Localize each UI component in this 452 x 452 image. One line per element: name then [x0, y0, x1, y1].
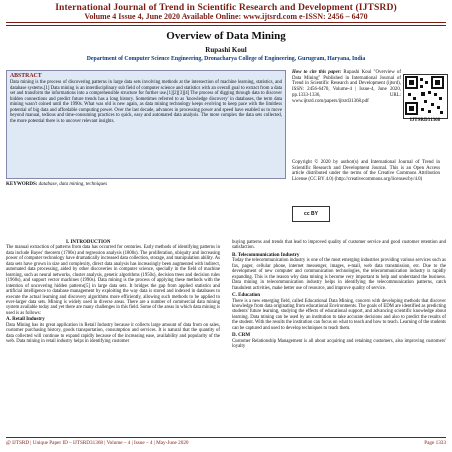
retail-text: Data Mining has its great application in Retail Industry because it collects large amount of data from on sales, customer purchasing history, goods transportation, consumption and services. It is natural that the quantity of data collected will continue to expand rapidly because of the increasing ease, availability and popularity of the web. Data mining in retail industry helps in identifying customer [6, 322, 220, 345]
retail-heading: A. Retail Industry [6, 317, 45, 323]
intro-text: The manual extraction of patterns from data has occurred for centuries. Early methods of identifying patterns in data include Bayes' theorem (1700s) and regression analysis (1800s). The proliferation, ubiquity and increasing power of computer technology have dramatically increased data collection, storage, and manipulation ability. As data sets have grown in size and complexity, direct data analysis has increasingly been augmented with indirect, automated data processing, aided by other discoveries in computer science, specially in the field of machine learning, such as neural networks, cluster analysis, genetic algorithms (1950s), decision trees and decision rules (1960s), and support vector machines (1990s). Data mining is the process of applying these methods with the intention of uncovering hidden patterns[5] in large data sets. It bridges the gap from applied statistics and artificial intelligence to database management by exploiting the way data is stored and indexed in databases to execute the actual learning and discovery algorithms more efficiently, allowing such methods to be applied to ever-larger data sets. Mining is widely used in diverse areas. There are a number of commercial data mining system available today and yet there are many challenges in this field. Some of the areas in which data mining is used is as follows: [6, 245, 220, 316]
footer-rule [6, 437, 446, 438]
how-to-cite [292, 70, 401, 104]
abstract-text: Data mining is the process of discovering patterns in large data sets involving methods at the intersection of machine learning, statistics, and database systems.[1] Data mining is an interdisciplinary sub field of computer science and statistics with an overall goal to extract from a data set and transform the informations into a comprehensible structure for further use.[1][2][3][4] The process of digging through data to discover hidden connections and predict future trends has a long history. Sometimes referred to as 'knowledge discovery' in databases, the term data mining wasn't coined until the 1990s. What was old is new again, as data mining technology keeps evolving to keep pace with the limitless potential of big data and affordable computing power. Over the last decade, advances in processing power and speed have enabled us to move beyond manual, tedious and time-consuming practices to quick, easy and automated data analysis. The more complex the data sets collected, the more potential there is to uncover relevant insights. [10, 80, 282, 124]
journal-name: International Journal of Trend in Scientific Research and Development (IJTSRD) [55, 2, 397, 13]
education-text: There is a new emerging field, called Educational Data Mining, concern with developing methods that discover knowledge from data originating from educational Environments. The goals of EDM are identified as predicting students' future learning, studying the effects of educational support, and advancing scientific knowledge about learning. Data mining can be used by an institution to take accurate decisions and also to predict the results of the student. With the results the institution can focus on what to teach and how to teach. Learning of the students can be captured and used to develop techniques to teach them. [232, 298, 446, 331]
abstract-box [6, 70, 286, 179]
header-rule [6, 22, 446, 23]
how-to-cite-lead: How to cite this paper: [292, 70, 342, 75]
paper-affiliation: Department of Computer Science Engineering, Dronacharya College of Engineering, Gurugram, Haryana, India [86, 56, 366, 62]
intro-heading: I. INTRODUCTION [66, 240, 111, 245]
retail-continued-text: buying patterns and trends that lead to improved quality of customer service and good customer retention and satisfaction. [232, 240, 446, 251]
paper-id: IJTSRD31368 [409, 118, 441, 123]
body-left-column [6, 240, 220, 345]
paper-author: Rupashi Koul [205, 46, 247, 54]
how-to-cite-text: Rupashi Koul "Overview of Data Mining" Published in International Journal of Trend in Scientific Research and Development (ijtsrd), ISSN: 2456-6470, Volume-4 | Issue-4, June 2020, pp.1333-1336, URL: www.ijtsrd.com/papers/ijtsrd31368.pdf [292, 70, 401, 104]
page-footer [6, 440, 446, 446]
header-rule-thin [6, 25, 446, 26]
telecom-text: Today the telecommunication industry is one of the most emerging industries providing various services such as fax, pager, cellular phone, internet messenger, images, e-mail, web data transmission, etc. Due to the development of new computer and communication technologies, the telecommunication industry is rapidly expanding. This is the reason why data mining is become very important to help and understand the business. Data mining in telecommunication industry helps in identifying the telecommunication patterns, catch fraudulent activities, make better use of resource, and improve quality of service. [232, 258, 446, 291]
cc-by-license-icon: cc BY [292, 206, 330, 222]
copyright-notice: Copyright © 2020 by author(s) and International Journal of Trend in Scientific Research and Development Journal. This is an Open Access article distributed under the terms of the Creative Commons Attribution License (CC BY 4.0) (http://creativecommons.org/licenses/by/4.0) [292, 160, 440, 183]
education-heading: C. Education [232, 293, 261, 299]
crm-heading: D. CRM [232, 333, 251, 339]
keywords-text: database, data mining, techniques [38, 182, 108, 187]
journal-issue-line: Volume 4 Issue 4, June 2020 Available Online: www.ijtsrd.com e-ISSN: 2456 – 6470 [84, 12, 368, 21]
keywords [6, 182, 107, 187]
abstract-heading: ABSTRACT [10, 73, 42, 79]
footer-left: @ IJTSRD | Unique Paper ID – IJTSRD31368 | Volume – 4 | Issue – 4 | May-June 2020 [6, 440, 189, 446]
footer-page-number: Page 1333 [424, 440, 446, 446]
qr-code-icon [403, 74, 448, 119]
telecom-heading: B. Telecommunication Industry [232, 252, 300, 258]
body-right-column [232, 240, 446, 350]
crm-text: Customer Relationship Management is all about acquiring and retaining customers, also improving customers' loyalty [232, 338, 446, 350]
paper-title: Overview of Data Mining [166, 30, 286, 42]
keywords-label: KEYWORDS: [6, 182, 38, 187]
